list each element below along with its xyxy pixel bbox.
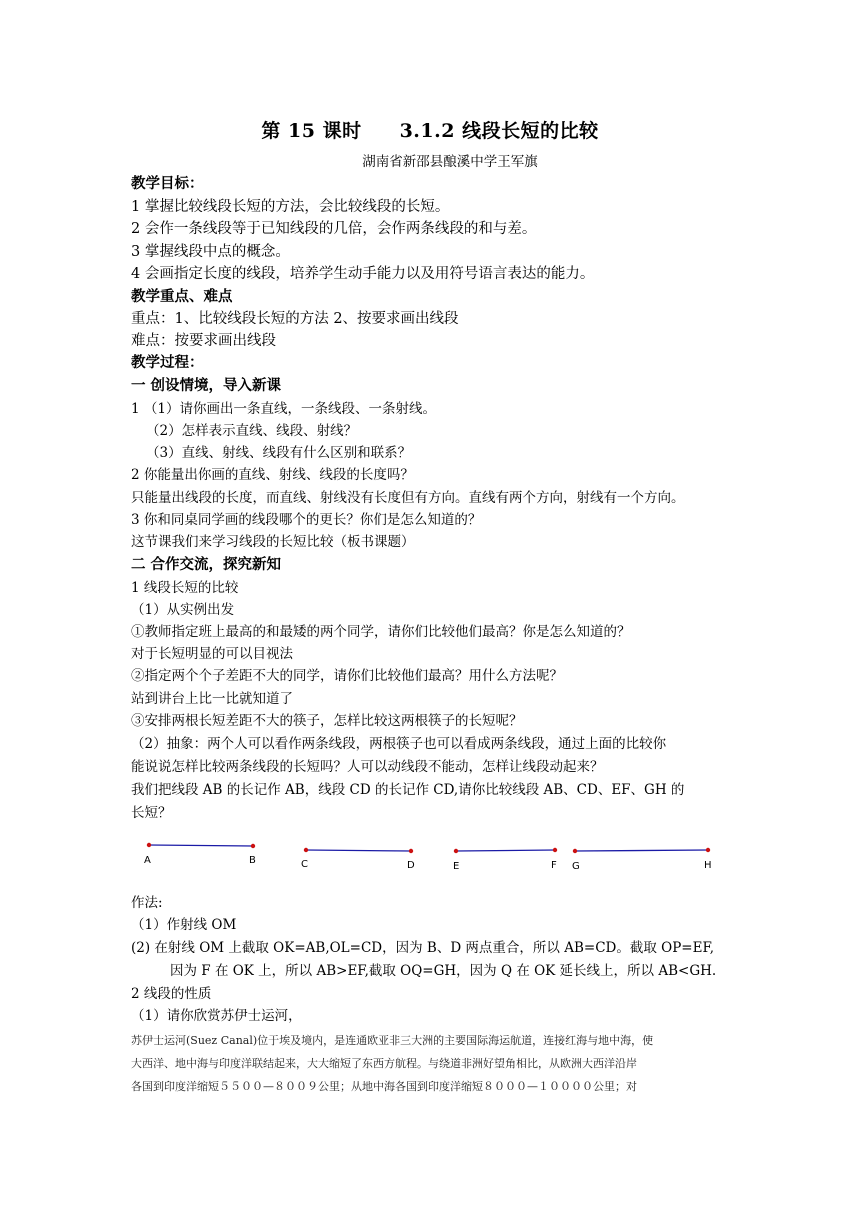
objective-4: 4 会画指定长度的线段，培养学生动手能力以及用符号语言表达的能力。 xyxy=(131,266,595,282)
question-2: 2 你能量出你画的直线、射线、线段的长度吗？ xyxy=(131,467,414,483)
suez-text-2: 大西洋、地中海与印度洋联结起来，大大缩短了东西方航程。与绕道非洲好望角相比，从欧洲大西洋沿岸 xyxy=(131,1057,637,1070)
point-c xyxy=(304,848,308,852)
question-1-1: 1 （1）请你画出一条直线，一条线段、一条射线。 xyxy=(131,401,436,417)
abstraction-line-1: （2）抽象：两个人可以看作两条线段，两根筷子也可以看成两条线段，通过上面的比较你 xyxy=(131,736,667,752)
lesson-title xyxy=(0,116,860,143)
example-1-answer: 对于长短明显的可以目视法 xyxy=(131,646,293,662)
example-3: ③安排两根长短差距不大的筷子，怎样比较这两根筷子的长短呢？ xyxy=(131,713,523,729)
heading-key-points: 教学重点、难点 xyxy=(131,288,233,305)
section-2-heading: 二 合作交流，探究新知 xyxy=(131,556,282,573)
lesson-intro: 这节课我们来学习线段的长短比较（板书课题） xyxy=(131,534,415,550)
label-a: A xyxy=(144,855,151,866)
objective-3: 3 掌握线段中点的概念。 xyxy=(131,244,290,260)
heading-objectives: 教学目标： xyxy=(131,175,204,192)
label-d: D xyxy=(407,860,415,871)
subsection-2: 2 线段的性质 xyxy=(131,986,212,1002)
point-g xyxy=(573,849,577,853)
suez-prompt: （1）请你欣赏苏伊士运河， xyxy=(131,1008,302,1024)
label-h: H xyxy=(704,860,712,871)
point-d xyxy=(409,849,413,853)
section-1-heading: 一 创设情境，导入新课 xyxy=(131,377,282,394)
notation-line-2: 长短？ xyxy=(131,805,172,821)
example-2-answer: 站到讲台上比一比就知道了 xyxy=(131,691,293,707)
example-2: ②指定两个个子差距不大的同学，请你们比较他们最高？用什么方法呢？ xyxy=(131,668,563,684)
key-point: 重点：1、比较线段长短的方法 2、按要求画出线段 xyxy=(131,311,459,327)
segment-gh xyxy=(575,850,708,851)
method-step-1: （1）作射线 OM xyxy=(131,917,237,933)
author-line: 湖南省新邵县酿溪中学王军旗 xyxy=(362,154,538,170)
label-e: E xyxy=(453,861,460,872)
lesson-topic: 3.1.2 线段长短的比较 xyxy=(399,120,599,142)
lesson-number: 第 15 课时 xyxy=(261,120,362,142)
question-1-2: （2）怎样表示直线、线段、射线？ xyxy=(146,423,358,439)
question-1-3: （3）直线、射线、线段有什么区别和联系？ xyxy=(146,445,412,461)
segment-ab xyxy=(149,845,253,846)
point-a xyxy=(147,843,151,847)
objective-2: 2 会作一条线段等于已知线段的几倍，会作两条线段的和与差。 xyxy=(131,221,537,237)
objective-1: 1 掌握比较线段长短的方法，会比较线段的长短。 xyxy=(131,199,450,215)
answer-2: 只能量出线段的长度，而直线、射线没有长度但有方向。直线有两个方向，射线有一个方向。 xyxy=(131,490,685,506)
subsection-1: 1 线段长短的比较 xyxy=(131,580,239,596)
example-1: ①教师指定班上最高的和最矮的两个同学，请你们比较他们最高？你是怎么知道的？ xyxy=(131,624,631,640)
point-f xyxy=(553,848,557,852)
question-3: 3 你和同桌同学画的线段哪个的更长？你们是怎么知道的？ xyxy=(131,512,482,528)
suez-text-3: 各国到印度洋缩短５５００—８００９公里；从地中海各国到印度洋缩短８０００—１００００公里；对 xyxy=(131,1080,637,1093)
notation-line-1: 我们把线段 AB 的长记作 AB，线段 CD 的长记作 CD,请你比较线段 AB、CD、EF、GH 的 xyxy=(131,782,685,798)
label-g: G xyxy=(572,861,580,872)
method-heading: 作法: xyxy=(131,895,163,911)
segment-ef xyxy=(456,850,555,851)
segments-figure xyxy=(131,838,731,878)
point-e xyxy=(454,849,458,853)
example-heading: （1）从实例出发 xyxy=(131,602,235,618)
label-f: F xyxy=(551,860,557,871)
point-h xyxy=(706,848,710,852)
method-step-2-cont: 因为 F 在 OK 上，所以 AB>EF,截取 OQ=GH，因为 Q 在 OK 延长线上，所以 AB<GH. xyxy=(170,963,717,979)
abstraction-line-2: 能说说怎样比较两条线段的长短吗？人可以动线段不能动，怎样让线段动起来？ xyxy=(131,759,604,775)
point-b xyxy=(251,844,255,848)
label-b: B xyxy=(249,855,256,866)
heading-process: 教学过程： xyxy=(131,354,204,371)
suez-text-1: 苏伊士运河(Suez Canal)位于埃及境内，是连通欧亚非三大洲的主要国际海运航道，连接红海与地中海，使 xyxy=(131,1034,654,1047)
method-step-2: (2) 在射线 OM 上截取 OK=AB,OL=CD，因为 B、D 两点重合，所以 AB=CD。截取 OP=EF, xyxy=(131,940,715,956)
label-c: C xyxy=(301,859,308,870)
difficult-point: 难点：按要求画出线段 xyxy=(131,333,276,349)
segment-cd xyxy=(306,850,411,851)
